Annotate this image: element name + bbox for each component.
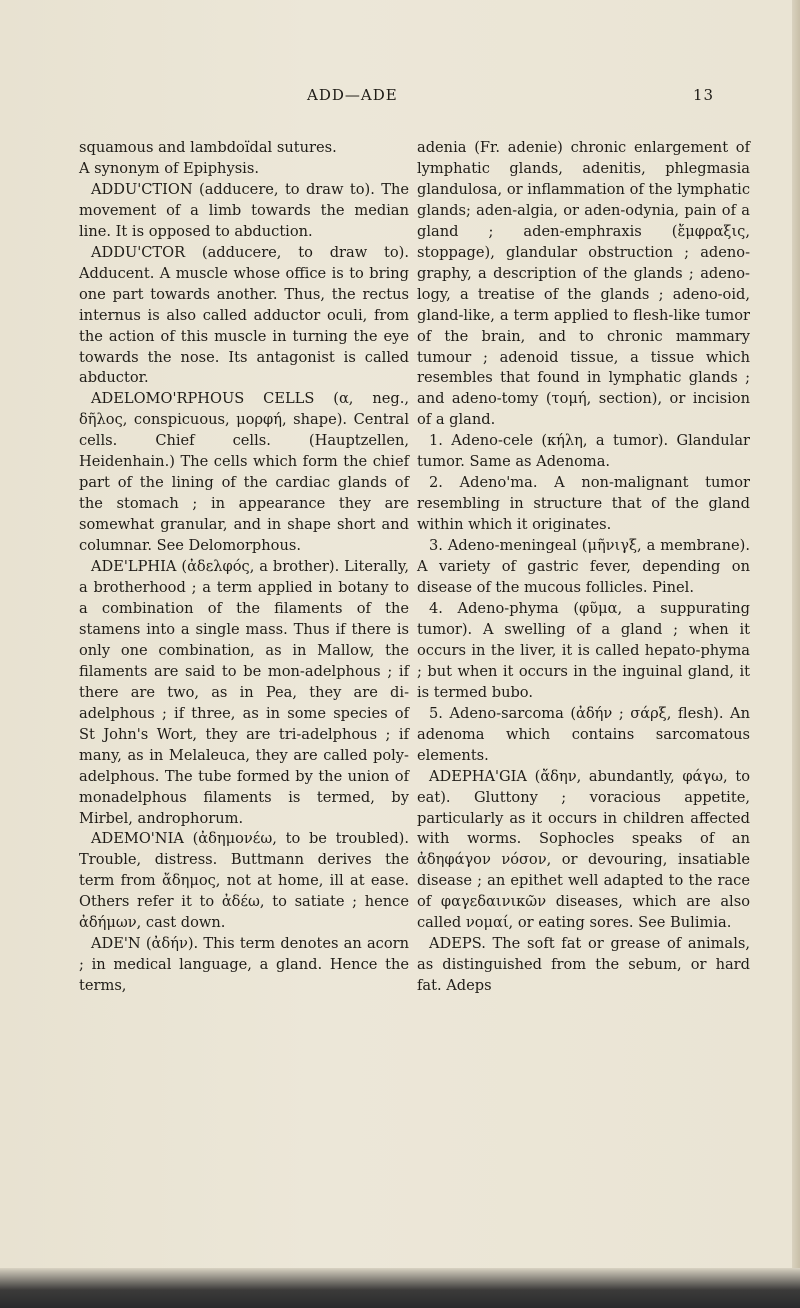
subentry-adeno-sarcoma: 5. Adeno-sarcoma (ἀδήν ; σάρξ, flesh). An adenoma which contains sarcomatous elements. bbox=[417, 704, 750, 764]
entry-ademonia: ADEMO'NIA (ἀδημονέω, to be troubled). Trouble, distress. Buttmann derives the term from ἄδημος, not at home, ill at ease. Others refer it to ἀδέω, to satiate ; hence ἀδήμων, cast down. bbox=[79, 830, 409, 932]
subentry-adenoma: 2. Adeno'ma. A non-malignant tumor resembling in structure that of the gland within which it originates. bbox=[417, 474, 750, 534]
entry-adelphia: ADE'LPHIA (ἀδελφός, a brother). Literally, a brotherhood ; a term applied in botany to a combination of the filaments of the stamens into a single mass. Thus if there is only one combination, as in Mallow, the filaments are said to be mon-adelphous ; if there are two, as in Pea, they are di-adelphous ; if three, as in some species of St John's Wort, they are tri-adelphous ; if many, as in Melaleuca, they are called poly-adelphous. The tube formed by the union of monadelphous filaments is termed, by Mirbel, androphorum. bbox=[79, 558, 409, 827]
left-column bbox=[79, 138, 409, 997]
running-head-title: ADD—ADE bbox=[307, 86, 398, 104]
subentry-adeno-meningeal: 3. Adeno-meningeal (μῆνιγξ, a membrane). A variety of gastric fever, depending on disease of the mucous follicles. Pinel. bbox=[417, 537, 750, 597]
entry-adelomorphous-cells: ADELOMO'RPHOUS CELLS (α, neg., δῆλος, conspicuous, μορφή, shape). Central cells. Chief cells. (Hauptzellen, Heidenhain.) The cells which form the chief part of the lining of the cardiac glands of the stomach ; in appearance they are somewhat granular, and in shape short and columnar. See Delomorphous. bbox=[79, 390, 409, 555]
scan-bottom-edge bbox=[0, 1268, 800, 1308]
entry-aden: ADE'N (ἀδήν). This term denotes an acorn ; in medical language, a gland. Hence the terms, bbox=[79, 935, 409, 995]
right-column bbox=[417, 138, 750, 997]
entry-adduction: ADDU'CTION (adducere, to draw to). The movement of a limb towards the median line. It is opposed to abduction. bbox=[79, 180, 409, 240]
paragraph: A synonym of Epiphysis. bbox=[79, 159, 259, 177]
subentry-adeno-cele: 1. Adeno-cele (κήλη, a tumor). Glandular tumor. Same as Adenoma. bbox=[417, 432, 750, 471]
paragraph: adenia (Fr. adenie) chronic enlargement of lymphatic glands, adenitis, phlegmasia glandulosa, or inflammation of the lymphatic glands; aden-algia, or aden-odynia, pain of a gland ; aden-emphraxis (ἔμφραξις, stoppage), glandular obstruction ; adeno-graphy, a description of the glands ; adeno-logy, a treatise of the glands ; adeno-oid, gland-like, a term applied to flesh-like tumor of the brain, and to chronic mammary tumour ; adenoid tissue, a tissue which resembles that found in lymphatic glands ; and adeno-tomy (τομή, section), or incision of a gland. bbox=[417, 139, 750, 429]
entry-adductor: ADDU'CTOR (adducere, to draw to). Adducent. A muscle whose office is to bring one part towards another. Thus, the rectus internus is also called adductor oculi, from the action of this muscle in turning the eye towards the nose. Its antagonist is called abductor. bbox=[79, 243, 409, 387]
entry-adeps: ADEPS. The soft fat or grease of animals, as distinguished from the sebum, or hard fat. Adeps bbox=[417, 935, 750, 995]
running-header bbox=[0, 86, 800, 110]
entry-adephagia: ADEPHA'GIA (ἄδην, abundantly, φάγω, to eat). Gluttony ; voracious appetite, particularly as it occurs in children affected with worms. Sophocles speaks of an ἀδηφάγον νόσον, or devouring, insatiable disease ; an epithet well adapted to the race of φαγεδαινικῶν diseases, which are also called νομαί, or eating sores. See Bulimia. bbox=[417, 767, 750, 932]
paragraph: squamous and lambdoïdal sutures. bbox=[79, 139, 337, 156]
subentry-adeno-phyma: 4. Adeno-phyma (φῦμα, a suppurating tumor). A swelling of a gland ; when it occurs in the liver, it is called hepato-phyma ; but when it occurs in the inguinal gland, it is termed bubo. bbox=[417, 599, 750, 701]
page-number: 13 bbox=[693, 86, 715, 104]
page-edge-shadow bbox=[792, 0, 800, 1308]
